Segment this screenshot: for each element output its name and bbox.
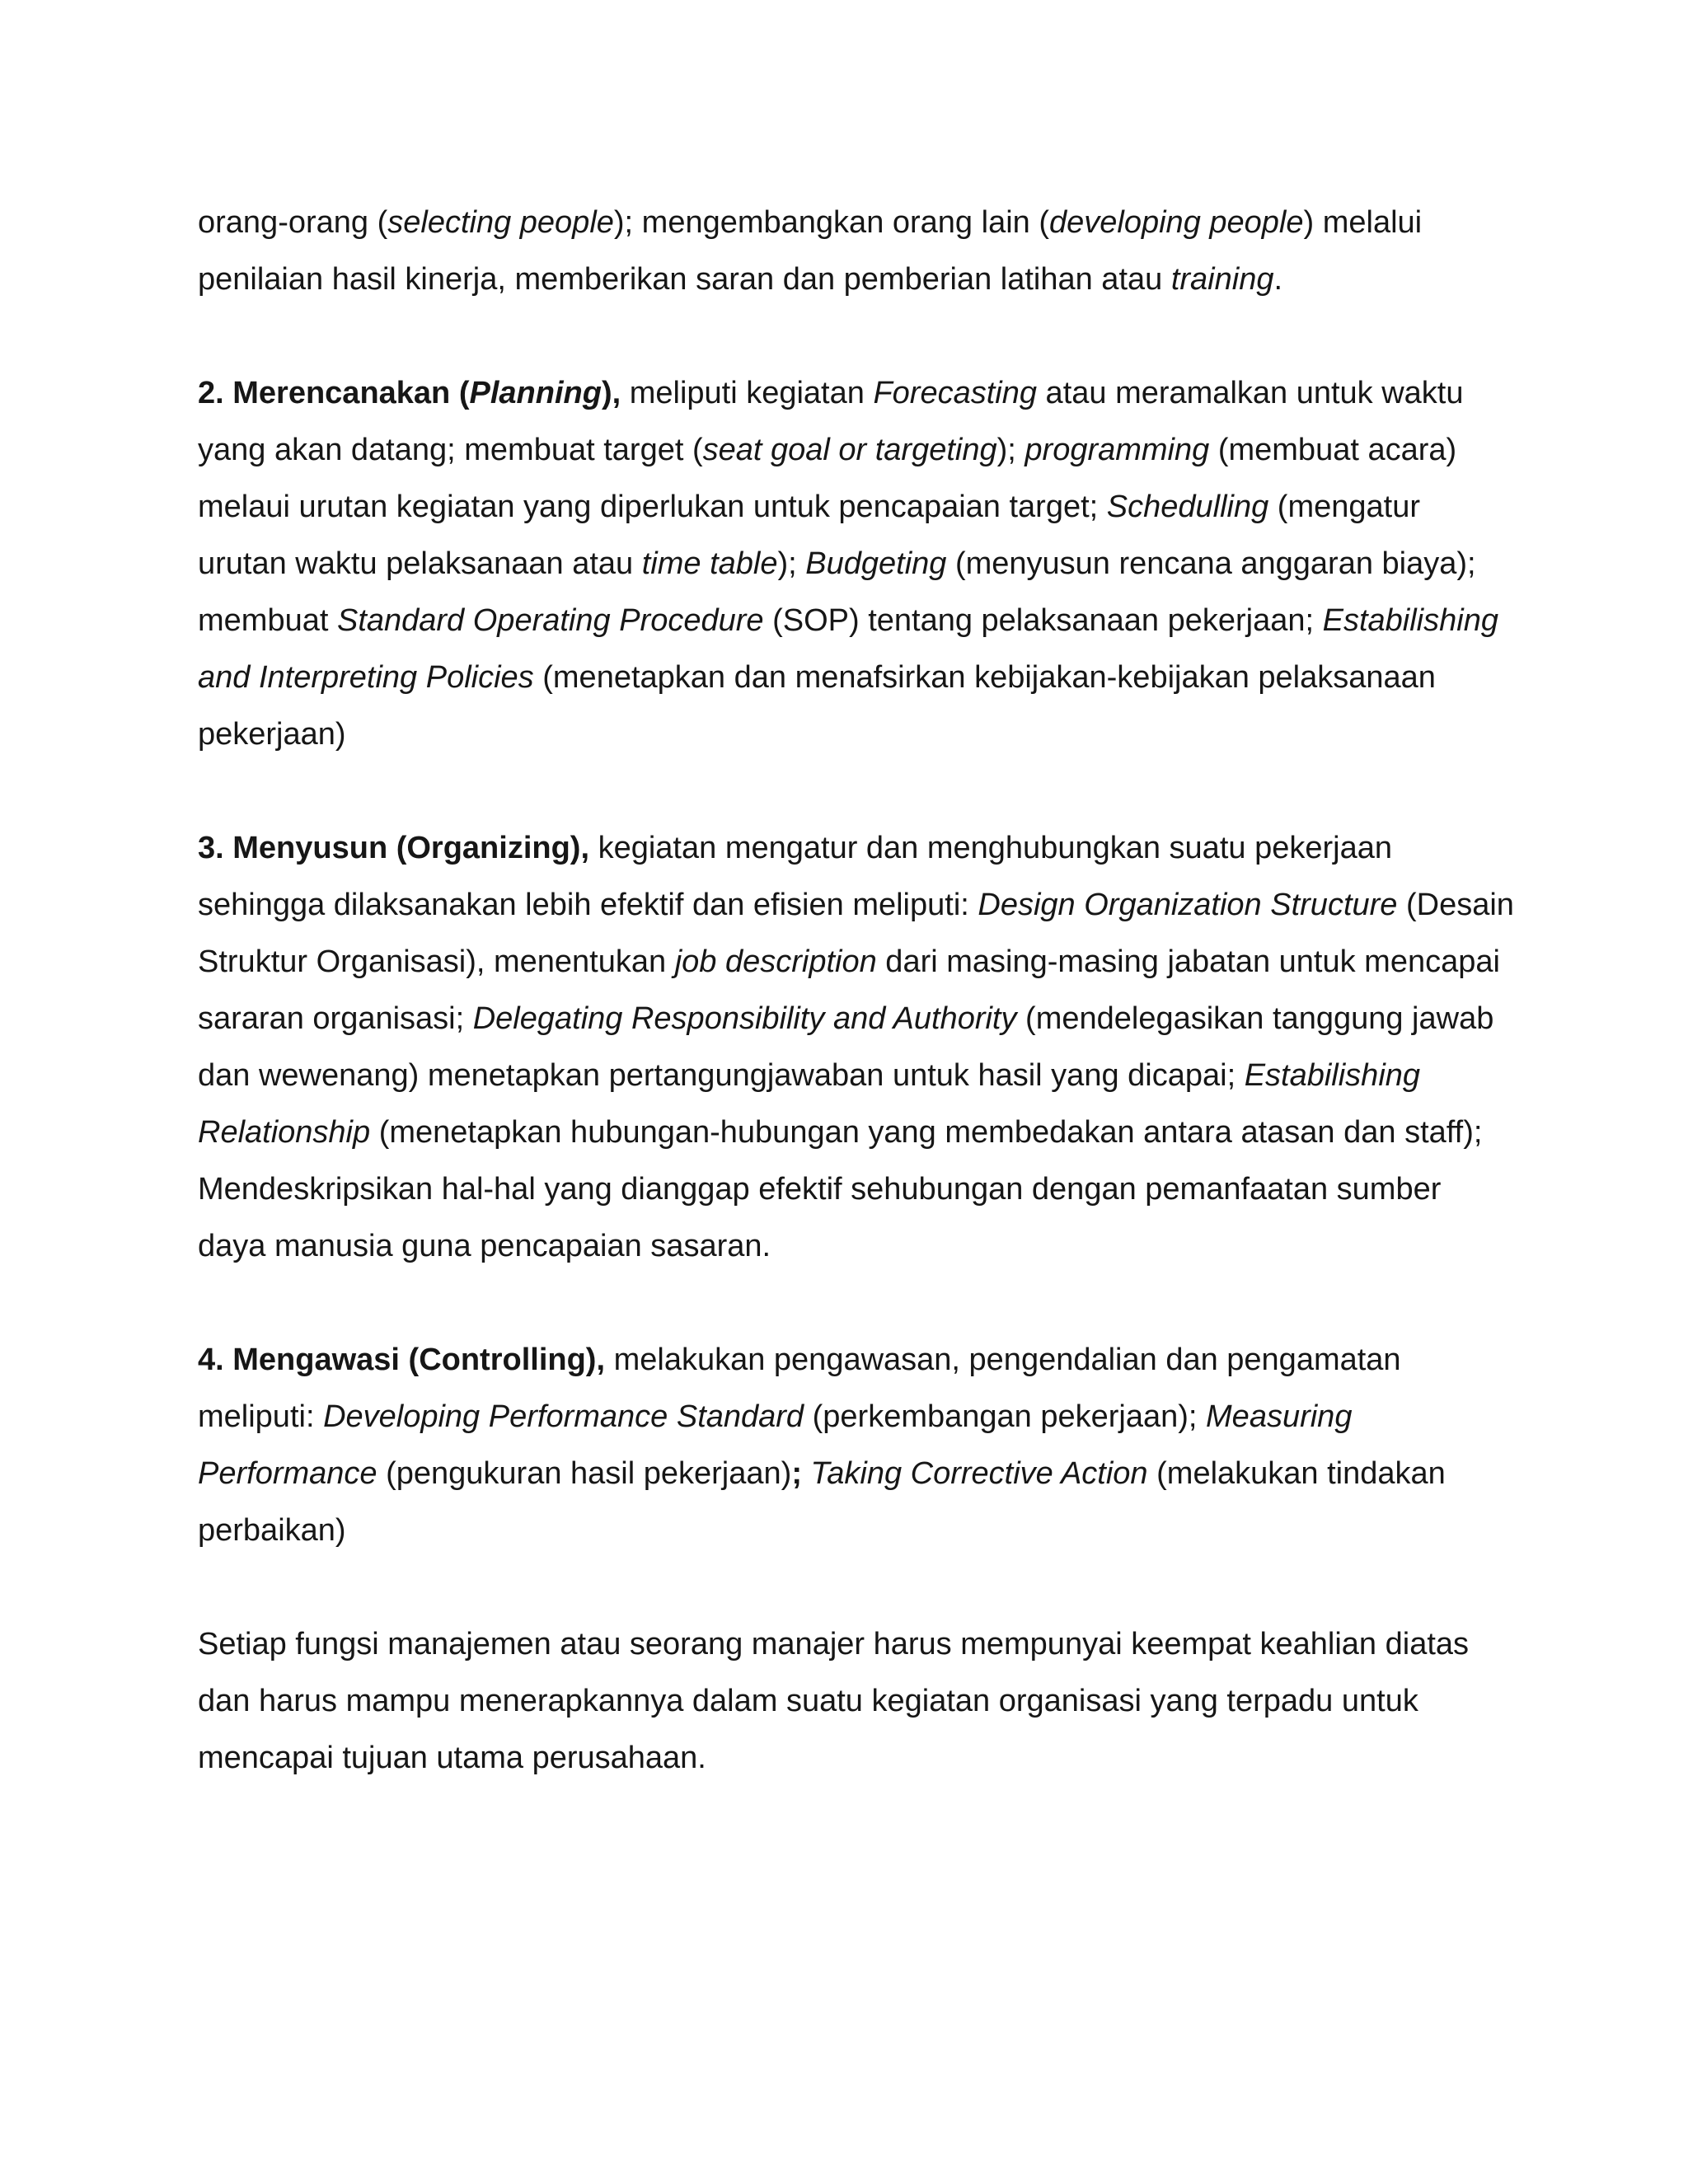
text-segment: Standard Operating Procedure [336, 603, 764, 638]
text-segment: developing people [1049, 205, 1304, 240]
text-segment: programming [1025, 433, 1210, 467]
text-segment: Design Organization Structure [978, 888, 1398, 922]
document-page [198, 194, 1517, 1787]
text-segment: (mengatur urutan waktu pelaksanaan atau [198, 490, 1420, 581]
paragraph-intro-continuation [198, 194, 1517, 308]
text-segment: training [1170, 262, 1274, 297]
text-segment: 4. Mengawasi (Controlling), [198, 1343, 606, 1377]
text-segment: seat goal or targeting [702, 433, 997, 467]
text-segment [802, 1456, 811, 1491]
text-segment: (menetapkan dan menafsirkan kebijakan-kebijakan pelaksanaan pekerjaan) [198, 660, 1436, 752]
text-segment: Measuring Performance [198, 1399, 1353, 1491]
text-segment: (perkembangan pekerjaan); [804, 1399, 1207, 1434]
text-segment: atau meramalkan untuk waktu yang akan datang; membuat target ( [198, 376, 1464, 467]
text-segment: Setiap fungsi manajemen atau seorang manajer harus mempunyai keempat keahlian diatas dan harus mampu menerapkannya dalam suatu kegiatan organisasi yang terpadu untuk mencapai tujuan utama perusahaan. [198, 1627, 1470, 1775]
text-segment: Delegating Responsibility and Authority [472, 1001, 1017, 1036]
text-segment: ) melalui penilaian hasil kinerja, memberikan saran dan pemberian latihan atau [198, 205, 1423, 297]
paragraph-controlling [198, 1332, 1517, 1559]
text-segment: ); [996, 433, 1025, 467]
text-segment: dari masing-masing jabatan untuk mencapai sararan organisasi; [198, 944, 1500, 1036]
text-segment: (menetapkan hubungan-hubungan yang membedakan antara atasan dan staff); Mendeskripsikan hal-hal yang dianggap efektif sehubungan dengan pemanfaatan sumber daya manusia guna pencapaian sasaran. [198, 1115, 1483, 1263]
text-segment: time table [641, 546, 778, 581]
text-segment: Schedulling [1106, 490, 1269, 524]
text-segment: orang-orang ( [198, 205, 388, 240]
text-segment: Taking Corrective Action [810, 1456, 1148, 1491]
text-segment: Developing Performance Standard [323, 1399, 804, 1434]
text-segment: kegiatan mengatur dan menghubungkan suatu pekerjaan sehingga dilaksanakan lebih efektif dan efisien meliputi: [198, 831, 1392, 922]
text-segment: (membuat acara) melaui urutan kegiatan yang diperlukan untuk pencapaian target; [198, 433, 1457, 524]
text-segment: (menyusun rencana anggaran biaya); membuat [198, 546, 1476, 638]
text-segment: job description [674, 944, 877, 979]
text-segment: ); mengembangkan orang lain ( [613, 205, 1049, 240]
text-segment: (mendelegasikan tanggung jawab dan wewenang) menetapkan pertangungjawaban untuk hasil yang dicapai; [198, 1001, 1494, 1093]
text-segment: Forecasting [873, 376, 1037, 410]
paragraph-organizing [198, 820, 1517, 1275]
text-segment: (melakukan tindakan perbaikan) [198, 1456, 1446, 1548]
text-segment: 3. Menyusun (Organizing), [198, 831, 590, 865]
text-segment: Estabilishing Relationship [198, 1058, 1421, 1150]
text-segment: selecting people [387, 205, 614, 240]
text-segment: Budgeting [805, 546, 947, 581]
text-segment: ), [601, 376, 621, 410]
text-segment: ; [791, 1456, 802, 1491]
paragraph-conclusion [198, 1616, 1517, 1787]
paragraph-planning [198, 365, 1517, 763]
text-segment: (SOP) tentang pelaksanaan pekerjaan; [763, 603, 1323, 638]
text-segment: melakukan pengawasan, pengendalian dan pengamatan meliputi: [198, 1343, 1401, 1434]
text-segment: ); [777, 546, 806, 581]
text-segment: (Desain Struktur Organisasi), menentukan [198, 888, 1514, 979]
text-segment: 2. Merencanakan ( [198, 376, 470, 410]
text-segment: meliputi kegiatan [621, 376, 874, 410]
text-segment: Planning [469, 376, 602, 410]
text-segment: . [1273, 262, 1283, 297]
text-segment: Estabilishing and Interpreting Policies [198, 603, 1498, 695]
text-segment: (pengukuran hasil pekerjaan) [377, 1456, 792, 1491]
